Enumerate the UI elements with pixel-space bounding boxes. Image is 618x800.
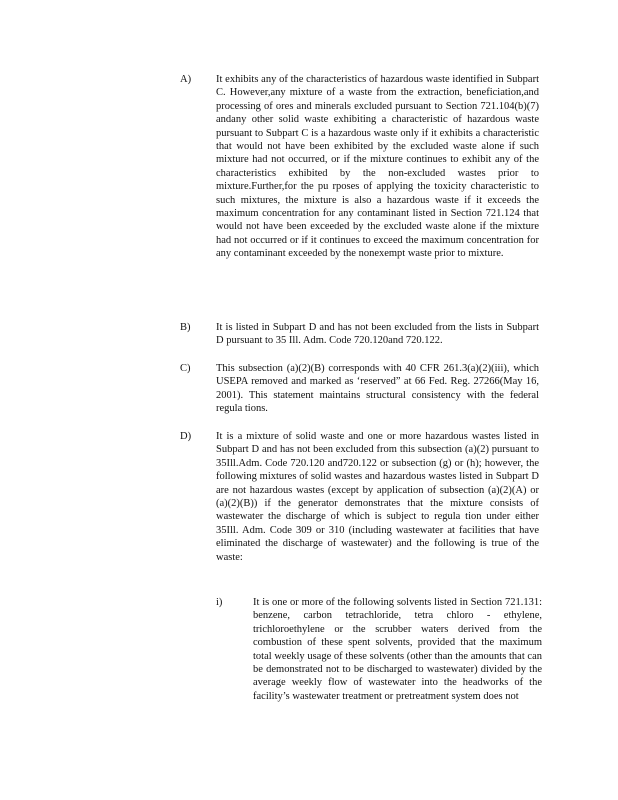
paragraph-label: C) [180,363,191,374]
paragraph-label: A) [180,74,192,85]
paragraph-label: D) [180,431,192,442]
paragraph-text: It exhibits any of the characteristics of hazardous waste identified in Subpart C. However,any mixture of a waste from the extraction, beneficiation,and processing of ores and minerals excluded pursuant to Section 721.104(b)(7) andany other solid waste exhibiting a characteristic of hazardous waste pursuant to Subpart C is a hazardous waste only if it exhibits a characteristic that would not have been exhibited by the excluded waste alone if such mixture had not occurred, or if the mixture continues to exhibit any of the characteristics exhibited by the non-excluded wastes prior to mixture.Further,for the pu rposes of applying the toxicity characteristic to such mixtures, the mixture is also a hazardous waste if it exceeds the maximum concentration for any contaminant listed in Section 721.124 that would not have been exceeded by the excluded waste alone if the mixture had not occurred or if it continues to exceed the maximum concentration for any contaminant exceeded by the nonexempt waste prior to mixture. [216,74,539,260]
paragraph-label: B) [180,322,191,333]
subparagraph-text: It is one or more of the following solvents listed in Section 721.131: benzene, carbon tetrachloride, tetra chloro - ethylene, trichloroethylene or the scrubber waters derived from the combustion of these spent solvents, provided that the maximum total weekly usage of these solvents (other than the amounts that can be demonstrated not to be discharged to wastewater) divided by the average weekly flow of wastewater into the headworks of the facility’s wastewater treatment or pretreatment system does not [253,597,542,702]
paragraph-text: It is a mixture of solid waste and one or more hazardous wastes listed in Subpart D and has not been excluded from this subsection (a)(2) pursuant to 35Ill.Adm. Code 720.120 and720.122 or subsection (g) or (h); however, the following mixtures of solid wastes and hazardous wastes listed in Subpart D are not hazardous wastes (except by application of subsection (a)(2)(A) or (a)(2)(B)) if the generator demonstrates that the mixture consists of wastewater the discharge of which is subject to regula tion under either 35Ill. Adm. Code 309 or 310 (including wastewater at facilities that have eliminated the discharge of wastewater) and the following is true of the waste: [216,431,539,563]
paragraph-text: This subsection (a)(2)(B) corresponds with 40 CFR 261.3(a)(2)(iii), which USEPA removed and marked as ‘reserved” at 66 Fed. Reg. 27266(May 16, 2001). This statement maintains structural consistency with the federal regula tions. [216,363,539,415]
subparagraph-label: i) [216,597,223,608]
paragraph-text: It is listed in Subpart D and has not been excluded from the lists in Subpart D pursuant to 35 Ill. Adm. Code 720.120and 720.122. [216,322,539,347]
